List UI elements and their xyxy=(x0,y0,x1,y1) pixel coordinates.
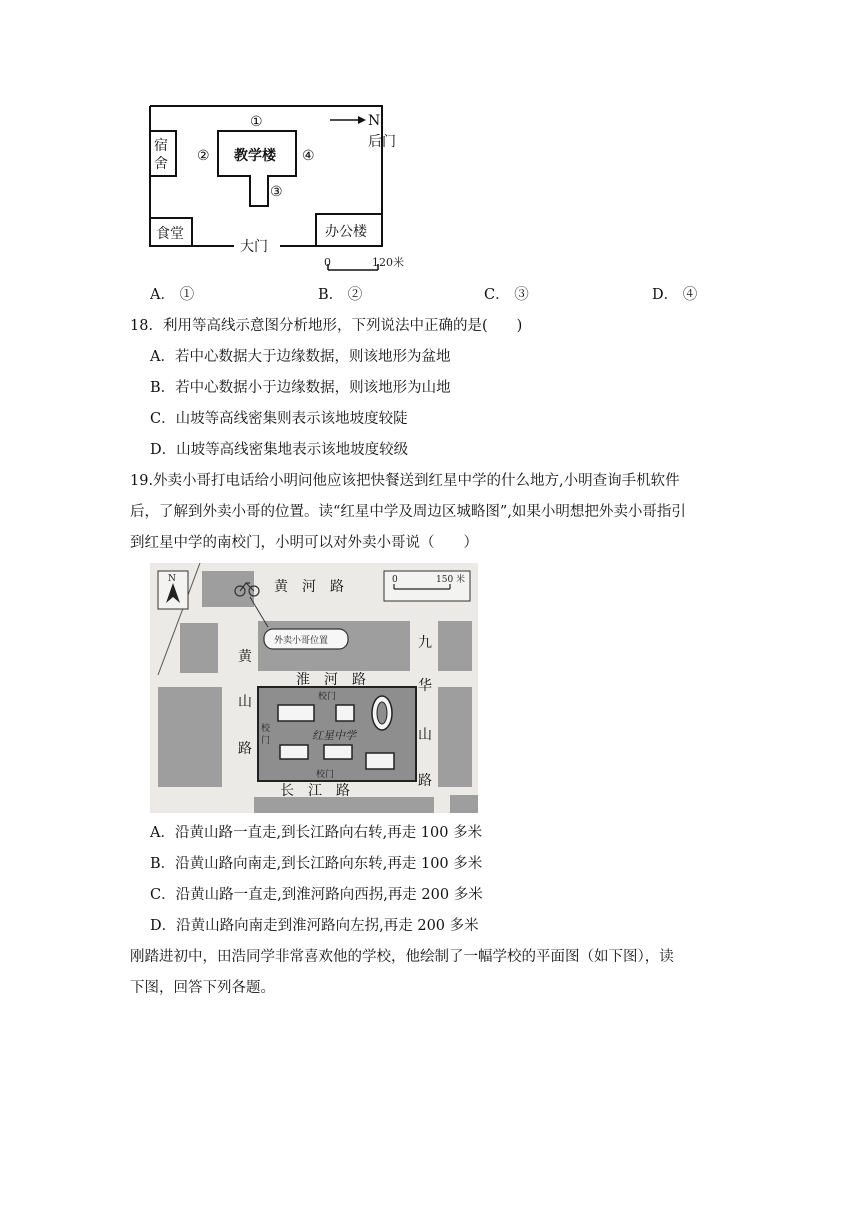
q17-option-b[interactable] xyxy=(318,285,362,305)
block-ne xyxy=(438,621,472,671)
mark-2: ② xyxy=(197,148,210,164)
mark-4: ④ xyxy=(302,148,315,164)
west-gate-label-1: 校 xyxy=(261,724,271,734)
road-huangshan-1: 黄 xyxy=(238,649,252,665)
road-jiuhuashan-3: 山 xyxy=(418,727,432,743)
north-label: N xyxy=(368,113,381,129)
school-plan-map xyxy=(140,98,430,278)
road-jiuhuashan-4: 路 xyxy=(418,773,432,789)
scale2-max: 150 米 xyxy=(436,575,466,585)
intro-line-2: 下图，回答下列各题。 xyxy=(130,980,275,996)
block-nw xyxy=(180,623,218,673)
option-value: ② xyxy=(347,287,363,303)
road-huangshan-2: 山 xyxy=(238,694,252,710)
q19-stem-line-2: 后，了解到外卖小哥的位置。读“红星中学及周边区城略图”,如果小明想把外卖小哥指引 xyxy=(130,504,686,520)
scale2-zero: 0 xyxy=(392,575,398,585)
q19-option-a[interactable]: A．沿黄山路一直走,到长江路向右转,再走 100 多米 xyxy=(150,825,483,841)
north-gate-label: 校门 xyxy=(318,692,337,702)
school-name: 红星中学 xyxy=(312,729,356,742)
option-value: ④ xyxy=(682,287,698,303)
road-huangshan-3: 路 xyxy=(238,741,252,757)
q19-stem-line-3: 到红星中学的南校门，小明可以对外卖小哥说（ ） xyxy=(130,535,478,551)
q18-option-a[interactable]: A．若中心数据大于边缘数据，则该地形为盆地 xyxy=(150,349,451,365)
scale-zero: 0 xyxy=(324,256,331,269)
scale-max: 120米 xyxy=(372,256,404,269)
option-key: C． xyxy=(484,287,510,303)
west-gate-label-2: 门 xyxy=(261,736,271,746)
option-key: A． xyxy=(150,287,175,303)
q19-stem-line-1: 19.外卖小哥打电话给小明问他应该把快餐送到红星中学的什么地方,小明查询手机软件 xyxy=(130,473,680,489)
q19-option-b[interactable]: B．沿黄山路向南走,到长江路向东转,再走 100 多米 xyxy=(150,856,483,872)
q19-option-d[interactable]: D．沿黄山路向南走到淮河路向左拐,再走 200 多米 xyxy=(150,918,479,934)
q17-option-c[interactable] xyxy=(484,285,529,305)
courier-label: 外卖小哥位置 xyxy=(274,636,329,646)
block-s xyxy=(254,797,434,813)
option-value: ③ xyxy=(514,287,529,303)
road-huanghe: 黄 河 路 xyxy=(274,579,344,595)
dorm-label-2: 舍 xyxy=(154,156,168,172)
south-gate-label: 校门 xyxy=(316,770,335,780)
hongxing-area-map xyxy=(150,563,478,813)
mark-1: ① xyxy=(250,114,263,130)
q18-option-d[interactable]: D．山坡等高线密集地表示该地坡度较级 xyxy=(150,442,409,458)
road-huaihe: 淮 河 路 xyxy=(296,672,366,688)
school-building-4 xyxy=(324,745,352,759)
teaching-building xyxy=(218,131,296,206)
school-building-3 xyxy=(280,745,308,759)
q18-option-c[interactable]: C．山坡等高线密集则表示该地坡度较陡 xyxy=(150,411,408,427)
block-nw-top xyxy=(202,571,254,607)
school-building-2 xyxy=(336,705,354,721)
road-jiuhuashan-2: 华 xyxy=(418,678,432,694)
track-field xyxy=(377,702,387,724)
q17-option-d[interactable] xyxy=(652,285,697,305)
office-label: 办公楼 xyxy=(325,224,367,240)
q18-option-b[interactable]: B．若中心数据小于边缘数据，则该地形为山地 xyxy=(150,380,451,396)
block-se xyxy=(450,795,478,813)
option-key: B． xyxy=(318,287,344,303)
back-gate-label: 后门 xyxy=(368,134,396,150)
north-arrow-head xyxy=(358,116,366,124)
q17-option-a[interactable] xyxy=(150,285,194,305)
block-w xyxy=(158,687,222,787)
q19-option-c[interactable]: C．沿黄山路一直走,到淮河路向西拐,再走 200 多米 xyxy=(150,887,483,903)
school-building-5 xyxy=(366,753,394,769)
road-jiuhuashan-1: 九 xyxy=(418,635,432,651)
option-value: ① xyxy=(179,287,195,303)
north-letter: N xyxy=(168,574,176,584)
school-building-1 xyxy=(278,705,314,721)
canteen-label: 食堂 xyxy=(156,226,184,242)
q18-stem: 18．利用等高线示意图分析地形，下列说法中正确的是( ) xyxy=(130,318,523,334)
teaching-building-label: 教学楼 xyxy=(234,148,276,164)
option-key: D． xyxy=(652,287,679,303)
dorm-label-1: 宿 xyxy=(154,138,168,154)
mark-3: ③ xyxy=(270,184,283,200)
road-changjiang: 长 江 路 xyxy=(280,783,350,799)
block-e xyxy=(438,687,472,787)
intro-line-1: 刚踏进初中，田浩同学非常喜欢他的学校，他绘制了一幅学校的平面图（如下图），读 xyxy=(130,949,674,965)
main-gate-label: 大门 xyxy=(240,239,268,255)
